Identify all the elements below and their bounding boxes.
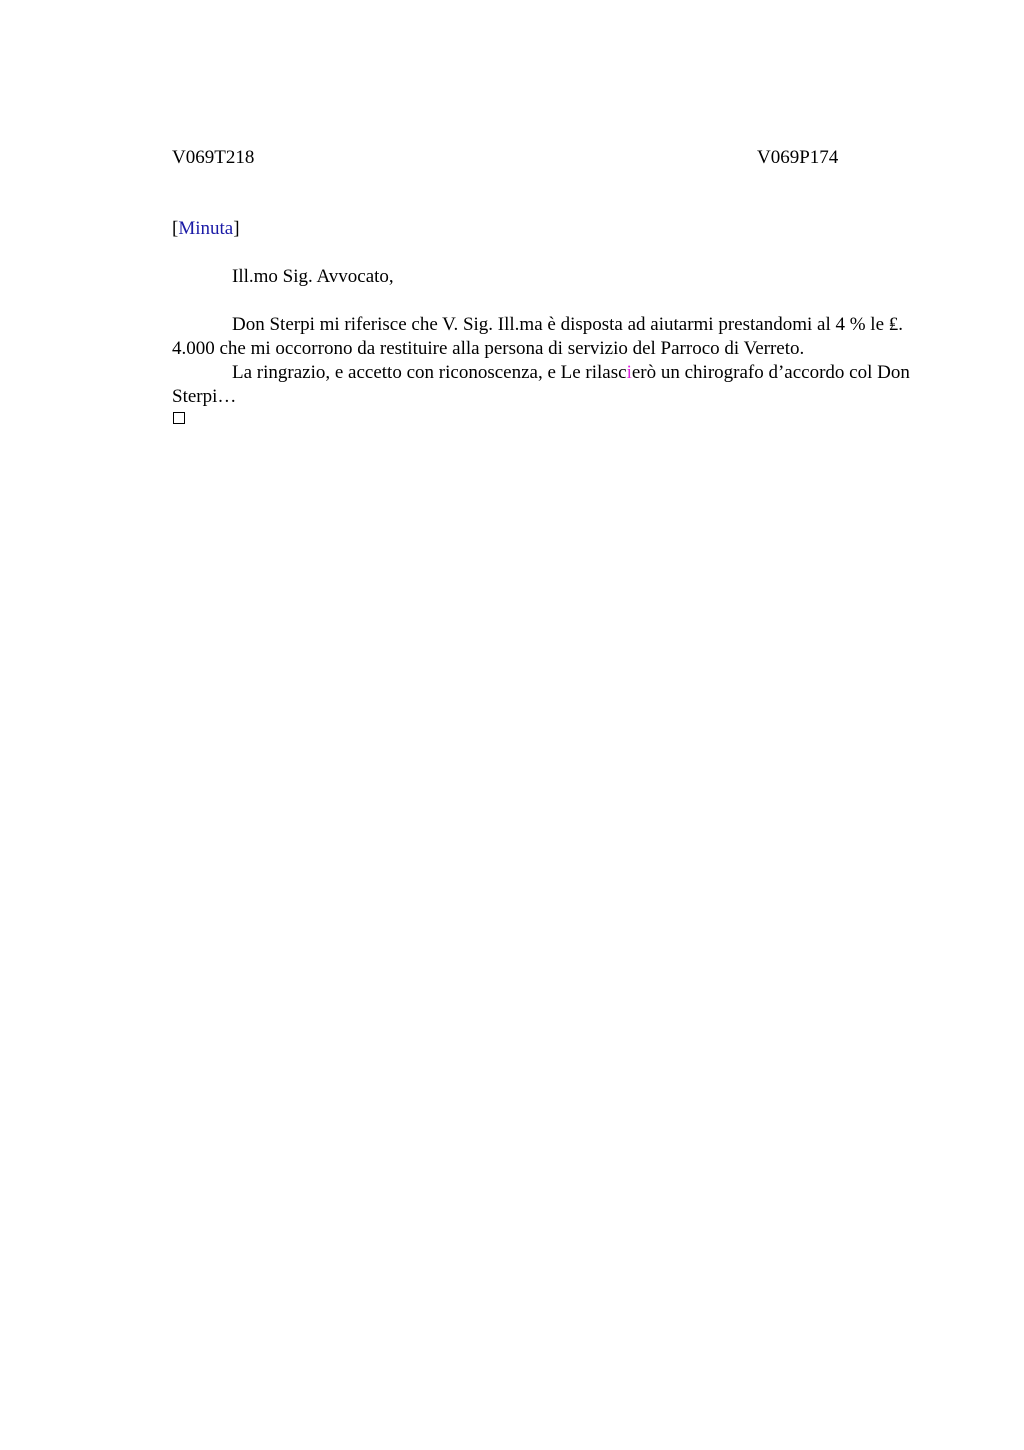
letter-body [172,265,932,409]
close-bracket: ] [233,218,240,239]
paragraph-2-text-start: La ringrazio, e accetto con riconoscenza, e Le rilasc [232,362,627,383]
open-bracket: [ [172,218,179,239]
paragraph-1: Don Sterpi mi riferisce che V. Sig. Ill.ma è disposta ad aiutarmi prestandomi al 4 % le ₤. 4.000 che mi occorrono da restituire alla persona di servizio del Parroco di Verreto. [172,314,904,359]
document-code-left: V069T218 [172,147,255,168]
document-type-label: Minuta [178,218,234,239]
paragraph-2-text-end: erò un chirografo d’accordo col Don Sterpi… [172,362,910,407]
highlighted-letter: i [626,362,632,383]
document-code-right: V069P174 [757,147,839,168]
letter-paragraphs [172,313,932,409]
end-marker-icon [173,412,185,424]
document-type [172,217,240,241]
salutation: Ill.mo Sig. Avvocato, [232,266,394,287]
paragraph-2 [172,361,932,409]
